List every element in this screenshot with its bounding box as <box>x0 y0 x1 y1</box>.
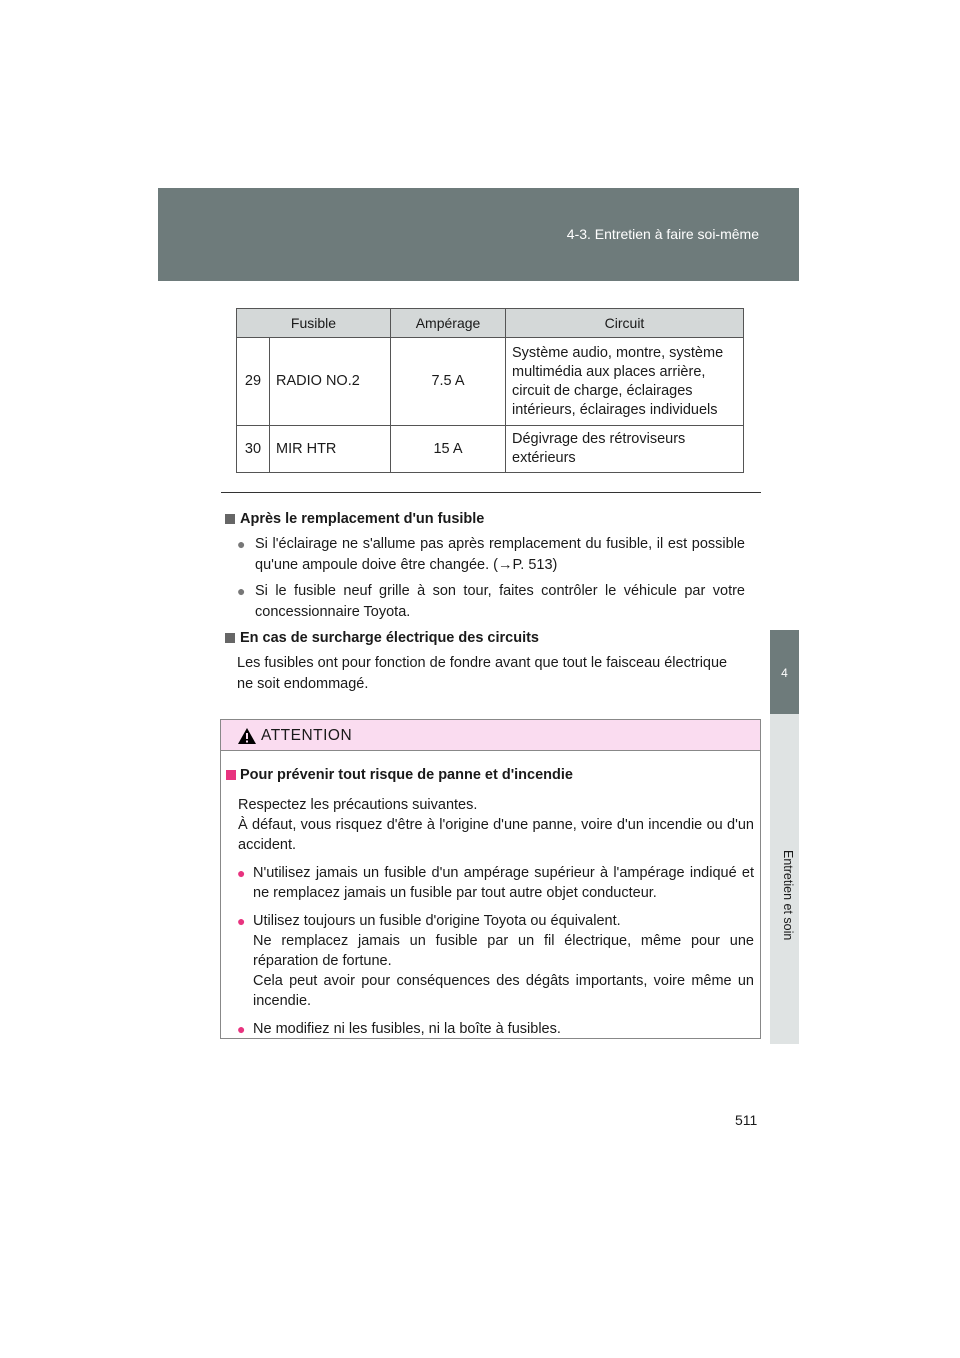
circle-bullet-icon: ● <box>237 583 246 599</box>
chapter-label <box>775 850 795 890</box>
note-paragraph: Les fusibles ont pour fonction de fondre avant que tout le faisceau électrique ne soit endommagé. <box>237 655 728 692</box>
attention-heading: Pour prévenir tout risque de panne et d'incendie <box>226 765 754 785</box>
fuse-amperage: 7.5 A <box>391 338 506 426</box>
chapter-number: 4 <box>781 666 788 680</box>
fuse-number: 29 <box>237 338 270 426</box>
header-circuit: Circuit <box>506 309 744 338</box>
fuse-name: RADIO NO.2 <box>270 338 391 426</box>
circle-bullet-icon: ● <box>237 865 246 881</box>
note-bullet: ● Si l'éclairage ne s'allume pas après remplacement du fusible, il est possible qu'une ampoule doive être changée. (→P. 513) <box>237 536 745 573</box>
square-bullet-icon <box>225 633 235 643</box>
fuse-name: MIR HTR <box>270 426 391 473</box>
attention-box <box>220 719 761 1039</box>
attention-bullet: ● Ne modifiez ni les fusibles, ni la boîte à fusibles. <box>237 1021 561 1037</box>
square-bullet-icon <box>226 770 236 780</box>
table-row <box>237 338 744 426</box>
fuse-circuit: Dégivrage des rétroviseurs extérieurs <box>506 426 744 473</box>
fuse-circuit: Système audio, montre, système multimédia aux places arrière, circuit de charge, éclairages intérieurs, éclairages individuels <box>506 338 744 426</box>
section-divider <box>221 492 761 493</box>
warning-icon <box>237 727 257 745</box>
fuse-amperage: 15 A <box>391 426 506 473</box>
note-bullet: ● Si le fusible neuf grille à son tour, faites contrôler le véhicule par votre concessionnaire Toyota. <box>237 583 745 620</box>
attention-body <box>221 751 760 1039</box>
notes-section <box>225 509 745 699</box>
attention-title: ATTENTION <box>261 727 353 744</box>
table-header-row <box>237 309 744 338</box>
chapter-tab <box>770 630 799 714</box>
attention-bullet: ● Utilisez toujours un fusible d'origine Toyota ou équivalent. Ne remplacez jamais un fusible par un fil électrique, même pour une réparation de fortune. Cela peut avoir pour conséquences des dégâts importants, voire même un incendie. <box>237 913 754 1009</box>
header-fuse: Fusible <box>237 309 391 338</box>
page-number: 511 <box>735 1112 758 1128</box>
note-heading: Après le remplacement d'un fusible <box>225 509 745 530</box>
circle-bullet-icon: ● <box>237 536 246 552</box>
attention-bullet: ● N'utilisez jamais un fusible d'un ampérage supérieur à l'ampérage indiqué et ne remplacez jamais un fusible par tout autre objet conducteur. <box>237 865 754 901</box>
note-heading: En cas de surcharge électrique des circuits <box>225 628 745 649</box>
fuse-table <box>236 308 744 473</box>
attention-bar <box>221 720 760 751</box>
fuse-number: 30 <box>237 426 270 473</box>
circle-bullet-icon: ● <box>237 1021 246 1037</box>
square-bullet-icon <box>225 514 235 524</box>
header-amperage: Ampérage <box>391 309 506 338</box>
attention-paragraph: Respectez les précautions suivantes. À défaut, vous risquez d'être à l'origine d'une panne, voire d'un incendie ou d'un accident. <box>238 797 754 853</box>
table-row <box>237 426 744 473</box>
header-band <box>158 188 799 281</box>
section-title: 4-3. Entretien à faire soi-même <box>566 226 759 242</box>
circle-bullet-icon: ● <box>237 913 246 929</box>
